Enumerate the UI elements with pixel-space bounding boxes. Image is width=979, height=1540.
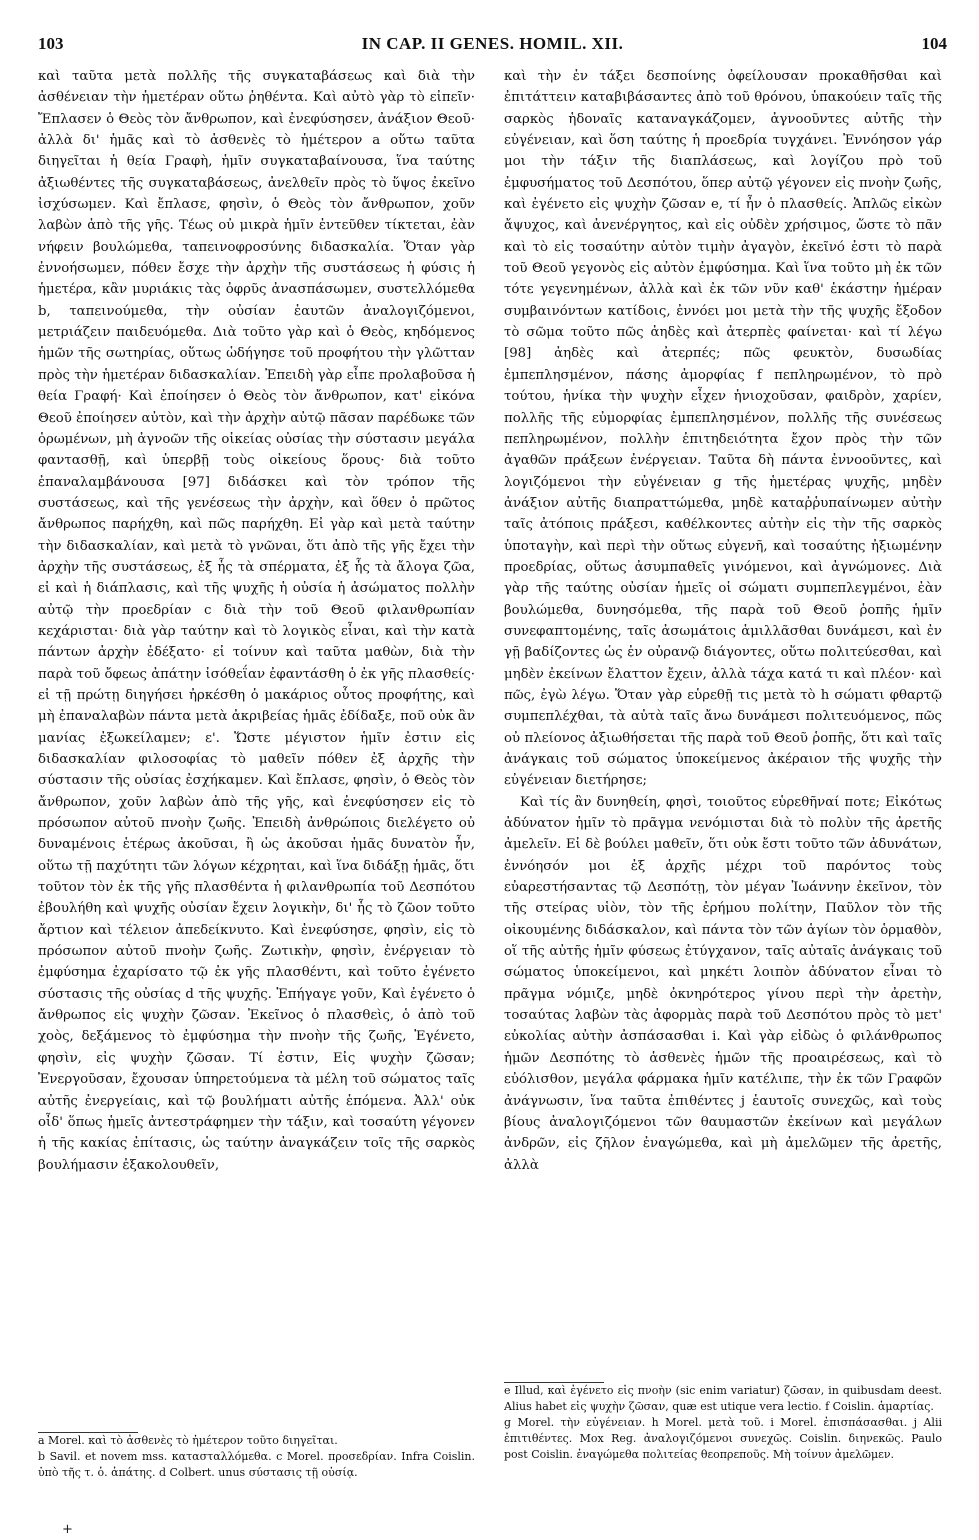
footnote-a: a Morel. καὶ τὸ ἀσθενὲς τὸ ἡμέτερον τοῦτο διηγεῖται. bbox=[38, 1434, 338, 1447]
printer-mark: + bbox=[62, 1522, 73, 1537]
right-column bbox=[504, 66, 942, 1176]
footnote-g-j: g Morel. τὴν εὐγένειαν. h Morel. μετὰ τοῦ. i Morel. ἐπισπάσασθαι. j Alii ἐπιτιθέντες. Mox Reg. ἀναλογιζόμενοι συνεχῶς. Coislin. διηνεκῶς. Paulo post Coislin. ἐναγώμεθα πολιτείας θεοπρεποῦς. Μὴ τοίνυν ἀμελῶμεν. bbox=[504, 1416, 942, 1461]
footnote-e-f: e Illud, καὶ ἐγένετο εἰς πνοὴν (sic enim variatur) ζῶσαν, in quibusdam deest. Alius habet εἰς ψυχὴν ζῶσαν, quæ est utique vera lectio. f Coislin. ἁμαρτίας. bbox=[504, 1384, 942, 1413]
left-column-text: καὶ ταῦτα μετὰ πολλῆς τῆς συγκαταβάσεως καὶ διὰ τὴν ἀσθένειαν τὴν ἡμετέραν οὕτω ῥηθέντα. Καὶ αὐτὸ γὰρ τὸ εἰπεῖν· Ἔπλασεν ὁ Θεὸς τὸν ἄνθρωπον, καὶ ἐνεφύσησεν, ἀνάξιον Θεοῦ· ἀλλὰ δι' ἡμᾶς καὶ τὸ ἀσθενὲς τὸ ἡμέτερον a οὕτω ταῦτα διηγεῖται ἡ θεία Γραφὴ, ἡμῖν συγκαταβαίνουσα, ἵνα ταύτης ἀξιωθέντες τῆς συγκαταβάσεως, ἀνελθεῖν πρὸς τὸ ὕψος ἐκεῖνο ἰσχύσωμεν. Καὶ ἔπλασε, φησὶν, ὁ Θεὸς τὸν ἄνθρωπον, χοῦν λαβὼν ἀπὸ τῆς γῆς. Τέως οὐ μικρὰ ἡμῖν ἐντεῦθεν τίκτεται, ἐὰν νήφειν βουλώμεθα, ταπεινοφροσύνης διδασκαλία. Ὅταν γὰρ ἐννοήσωμεν, πόθεν ἔσχε τὴν ἀρχὴν τῆς συστάσεως ἡ φύσις ἡ ἡμετέρα, κἂν μυριάκις τὰς ὀφρῦς ἀνασπάσωμεν, συστελλόμεθα b, ταπεινούμεθα, τὴν οὐσίαν ἑαυτῶν ἀναλογιζόμενοι, μετριάζειν παιδευόμεθα. Διὰ τοῦτο γὰρ καὶ ὁ Θεὸς, κηδόμενος ἡμῶν τῆς σωτηρίας, οὕτως ὡδήγησε τοῦ προφήτου τὴν γλῶτταν πρὸς τὴν ἡμετέραν διδασκαλίαν. Ἐπειδὴ γὰρ εἶπε προλαβοῦσα ἡ θεία Γραφή· Καὶ ἐποίησεν ὁ Θεὸς τὸν ἄνθρωπον, κατ' εἰκόνα Θεοῦ ἐποίησεν αὐτὸν, καὶ τὴν ἀρχὴν αὐτῷ πᾶσαν παρέδωκε τῶν ὁρωμένων, μὴ ἀγνοῶν τῆς οἰκείας οὐσίας τὴν σύστασιν μεγάλα φαντασθῇ, καὶ ὑπερβῇ τοὺς οἰκείους ὅρους· διὰ τοῦτο ἐπαναλαμβάνουσα [97] διδάσκει καὶ τὸν τρόπον τῆς συστάσεως, καὶ τῆς γενέσεως τὴν ἀρχὴν, καὶ ὅθεν ὁ πρῶτος ἄνθρωπος παρήχθη, καὶ πῶς παρήχθη. Εἰ γὰρ καὶ μετὰ ταύτην τὴν διδασκαλίαν, καὶ μετὰ τὸ γνῶναι, ὅτι ἀπὸ τῆς γῆς ἔχει τὴν ἀρχὴν τῆς συστάσεως, ἐξ ἧς τὰ σπέρματα, ἐξ ἧς τὰ ἄλογα ζῶα, εἰ καὶ ἡ διάπλασις, καὶ τῆς ψυχῆς ἡ οὐσία ἡ ἀσώματος πολλὴν αὐτῷ τὴν προεδρίαν c διὰ τὴν τοῦ Θεοῦ φιλανθρωπίαν κεχάρισται· διὰ γὰρ ταύτην καὶ τὸ λογικὸς εἶναι, καὶ τὴν κατὰ πάντων ἀρχὴν ἐδέξατο· εἰ τοίνυν καὶ ταῦτα μαθὼν, διὰ τὴν παρὰ τοῦ ὄφεως ἀπάτην ἰσόθεΐαν ἐφαντάσθη ὁ ἐκ γῆς πλασθείς· εἰ τῇ πρώτῃ διηγήσει ἠρκέσθη ὁ μακάριος οὗτος προφήτης, καὶ μὴ ἐπαναλαβὼν πάντα μετὰ ἀκριβείας ἡμᾶς ἐδίδαξε, ποῦ οὐκ ἂν μανίας ἐξωκείλαμεν; ε'. Ὥστε μέγιστον ἡμῖν ἐστιν εἰς διδασκαλίαν φιλοσοφίας τὸ μαθεῖν πόθεν ἐξ ἀρχῆς τὴν σύστασιν τῆς οὐσίας ἐσχήκαμεν. Καὶ ἔπλασε, φησὶν, ὁ Θεὸς τὸν ἄνθρωπον, χοῦν λαβὼν ἀπὸ τῆς γῆς, καὶ ἐνεφύσησεν εἰς τὸ πρόσωπον αὐτοῦ πνοὴν ζωῆς. Ἐπειδὴ ἀνθρώποις διελέγετο οὐ δυναμένοις ἑτέρως ἀκοῦσαι, ἢ ὡς ἀκοῦσαι ἡμᾶς δυνατὸν ἦν, οὕτω τῇ παχύτητι τῶν λόγων κέχρηται, καὶ ἵνα διδάξῃ ἡμᾶς, ὅτι τοῦτον τὸν ἐκ τῆς γῆς πλασθέντα ἡ φιλανθρωπία τοῦ Δεσπότου ἐβουλήθη καὶ ψυχῆς οὐσίαν ἔχειν λογικὴν, δι' ἧς τὸ ζῶον τοῦτο ἄρτιον καὶ τέλειον ἀπεδείκνυτο. Καὶ ἐνεφύσησε, φησὶν, εἰς τὸ πρόσωπον αὐτοῦ πνοὴν ζωῆς. Ζωτικὴν, φησὶν, ἐνέργειαν τὸ ἐμφύσημα ἐχαρίσατο τῷ ἐκ γῆς πλασθέντι, καὶ τοῦτο ἐγένετο σύστασις τῆς οὐσίας d τῆς ψυχῆς. Ἐπήγαγε γοῦν, Καὶ ἐγένετο ὁ ἄνθρωπος εἰς ψυχὴν ζῶσαν. Ἐκεῖνος ὁ πλασθεὶς, ὁ ἀπὸ τοῦ χοὸς, δεξάμενος τὸ ἐμφύσημα τὴν πνοὴν τῆς ζωῆς, Ἐγένετο, φησὶν, εἰς ψυχὴν ζῶσαν. Τί ἐστιν, Εἰς ψυχὴν ζῶσαν; Ἐνεργοῦσαν, ἔχουσαν ὑπηρετούμενα τὰ μέλη τοῦ σώματος ταῖς αὐτῆς ἐνεργείαις, καὶ τῷ βουλήματι αὐτῆς ἑπόμενα. Ἀλλ' οὐκ οἶδ' ὅπως ἡμεῖς ἀντεστράφημεν τὴν τάξιν, καὶ τοσαύτη γέγονεν ἡ τῆς κακίας ἐπίτασις, ὡς ταύτην ἀναγκάζειν τοῖς τῆς σαρκὸς βουλήμασιν ἐξακολουθεῖν, bbox=[38, 69, 475, 1173]
footnotes-left bbox=[38, 1432, 475, 1481]
page-header bbox=[38, 34, 947, 58]
right-column-paragraph-1: καὶ τὴν ἐν τάξει δεσποίνης ὀφείλουσαν προκαθῆσθαι καὶ ἐπιτάττειν καταβιβάσαντες ἀπὸ τοῦ θρόνου, ὑπακούειν ταῖς τῆς σαρκὸς ἡδοναῖς καταναγκάζομεν, ἀγνοοῦντες αὐτῆς τὴν εὐγένειαν, καὶ ὅση ταύτης ἡ προεδρία τυγχάνει. Ἐννόησον γάρ μοι τὴν τάξιν τῆς διαπλάσεως, καὶ λογίζου πρὸ τοῦ ἐμφυσήματος τοῦ Δεσπότου, ὅπερ αὐτῷ γέγονεν εἰς πνοὴν ζωῆς, καὶ ἐγένετο εἰς ψυχὴν ζῶσαν e, τί ἦν ὁ πλασθείς. Ἁπλῶς εἰκὼν ἄψυχος, καὶ ἀνενέργητος, καὶ εἰς οὐδὲν χρήσιμος, ὥστε τὸ πᾶν καὶ τὸ εἰς τοσαύτην αὐτὸν τιμὴν ἀγαγὸν, ἐκεῖνό ἐστι τὸ παρὰ τοῦ Θεοῦ γεγονὸς εἰς αὐτὸν ἐμφύσημα. Καὶ ἵνα τοῦτο μὴ ἐκ τῶν τότε γεγενημένων, ἀλλὰ καὶ ἐκ τῶν νῦν καθ' ἑκάστην ἡμέραν συμβαινόντων κατίδοις, ἐννόει μοι μετὰ τὴν τῆς ψυχῆς ἔξοδον τὸ σῶμα τοῦτο πῶς ἀηδὲς καὶ ἀτερπὲς φαίνεται· καὶ τί λέγω [98] ἀηδὲς καὶ ἀτερπές; πῶς φευκτὸν, δυσωδίας ἐμπεπλησμένον, πάσης ἀμορφίας f πεπληρωμένον, τὸ πρὸ τούτου, ἡνίκα τὴν ψυχὴν εἶχεν ἡνιοχοῦσαν, φαιδρὸν, χαρίεν, πολλῆς τῆς εὐμορφίας ἐμπεπλησμένον, πολλῆς τῆς συνέσεως πεπληρωμένον, πολλὴν ἐπιτηδειότητα ἔχον πρὸς τὴν τῶν ἀγαθῶν πράξεων ἐνέργειαν. Ταῦτα δὴ πάντα ἐννοοῦντες, καὶ λογιζόμενοι τὴν εὐγένειαν g τῆς ἡμετέρας ψυχῆς, μηδὲν ἀνάξιον αὐτῆς διαπραττώμεθα, μηδὲ καταῤῥυπαίνωμεν αὐτὴν ταῖς ἀτόποις πράξεσι, καθέλκοντες αὐτὴν εἰς τὴν τῆς σαρκὸς ὑποταγὴν, καὶ περὶ τὴν οὕτως εὐγενῆ, καὶ τοσαύτης ἠξιωμένην προεδρίας, οὕτως ἀσυμπαθεῖς γινόμενοι, καὶ ἀγνώμονες. Διὰ γὰρ τῆς ταύτης οὐσίαν ἡμεῖς οἱ σώματι συμπεπλεγμένοι, ἐὰν βουλώμεθα, δυνησόμεθα, τῆς παρὰ τοῦ Θεοῦ ῥοπῆς ἡμῖν συνεφαπτομένης, ταῖς ἀσωμάτοις ἁμιλλᾶσθαι δυνάμεσι, καὶ ἐν γῇ βαδίζοντες ὡς ἐν οὐρανῷ διάγοντες, οὕτω πολιτεύεσθαι, καὶ μηδὲν ἐκείνων ἔλαττον ἔχειν, ἀλλὰ τάχα κατά τι καὶ πλέον· καὶ πῶς, ἐγὼ λέγω. Ὅταν γὰρ εὑρεθῇ τις μετὰ τὸ h σώματι φθαρτῷ συμπεπλέχθαι, τὰ αὐτὰ ταῖς ἄνω δυνάμεσι πολιτευόμενος, πῶς οὐ πλείονος ἀξιωθήσεται τῆς παρὰ τοῦ Θεοῦ ῥοπῆς, ὅτι καὶ ταῖς ἀνάγκαις τοῦ σώματος ὑποκείμενος ἀκέραιον τῆς ψυχῆς τὴν εὐγένειαν διετήρησε; bbox=[504, 69, 942, 789]
running-title: IN CAP. II GENES. HOMIL. XII. bbox=[361, 34, 624, 53]
footnotes-right bbox=[504, 1382, 942, 1463]
page-number-left: 103 bbox=[38, 34, 64, 53]
footnote-b-c-d: b Savil. et novem mss. κατασταλλόμεθα. c Morel. προσεδρίαν. Infra Coislin. ὑπὸ τῆς τ. ὁ. ἀπάτης. d Colbert. unus σύστασις τῇ οὐσίᾳ. bbox=[38, 1450, 475, 1479]
page-number-right: 104 bbox=[921, 34, 947, 53]
left-column bbox=[38, 66, 475, 1176]
right-column-paragraph-2: Καὶ τίς ἂν δυνηθείη, φησὶ, τοιοῦτος εὑρεθῆναί ποτε; Εἰκότως ἀδύνατον ἡμῖν τὸ πρᾶγμα νενόμισται διὰ τὸ πολὺν τῆς ἀρετῆς ἀμελεῖν. Εἰ δὲ βούλει μαθεῖν, ὅτι οὐκ ἔστι τοῦτο τῶν ἀδυνάτων, ἐννόησόν μοι ἐξ ἀρχῆς μέχρι τοῦ παρόντος τοὺς εὐαρεστήσαντας τῷ Δεσπότῃ, τὸν μέγαν Ἰωάννην ἐκεῖνον, τὸν τῆς στείρας υἱὸν, τὸν τῆς ἐρήμου πολίτην, Παῦλον τὸν τῆς οἰκουμένης διδάσκαλον, καὶ πάντα τὸν τῶν ἁγίων τὸν ὁρμαθὸν, οἵ τῆς αὐτῆς ἡμῖν φύσεως ἐτύγχανον, ταῖς αὐταῖς ἀνάγκαις τοῦ σώματος ὑποκείμενοι, καὶ μηκέτι λοιπὸν ἀδύνατον εἶναι τὸ πρᾶγμα νόμιζε, μηδὲ ὀκνηρότερος γίνου περὶ τὴν ἀρετὴν, τοσαύτας λαβὼν τὰς ἀφορμὰς παρὰ τοῦ Δεσπότου πρὸς τὸ μετ' εὐκολίας αὐτὴν ἀσπάσασθαι i. Καὶ γὰρ εἰδὼς ὁ φιλάνθρωπος ἡμῶν Δεσπότης τὸ ἀσθενὲς ἡμῶν τῆς προαιρέσεως, καὶ τὸ εὐόλισθον, μεγάλα φάρμακα ἡμῖν κατέλιπε, τὴν ἐκ τῶν Γραφῶν ἀνάγνωσιν, ἵνα ταῦτα ἐπιθέντες j ἑαυτοῖς συνεχῶς, καὶ τοὺς βίους ἀναλογιζόμενοι τῶν θαυμαστῶν ἐκείνων καὶ μεγάλων ἀνδρῶν, εἰς ζῆλον ἐναγώμεθα, καὶ μὴ ἀμελῶμεν τῆς ἀρετῆς, ἀλλὰ bbox=[504, 794, 942, 1173]
